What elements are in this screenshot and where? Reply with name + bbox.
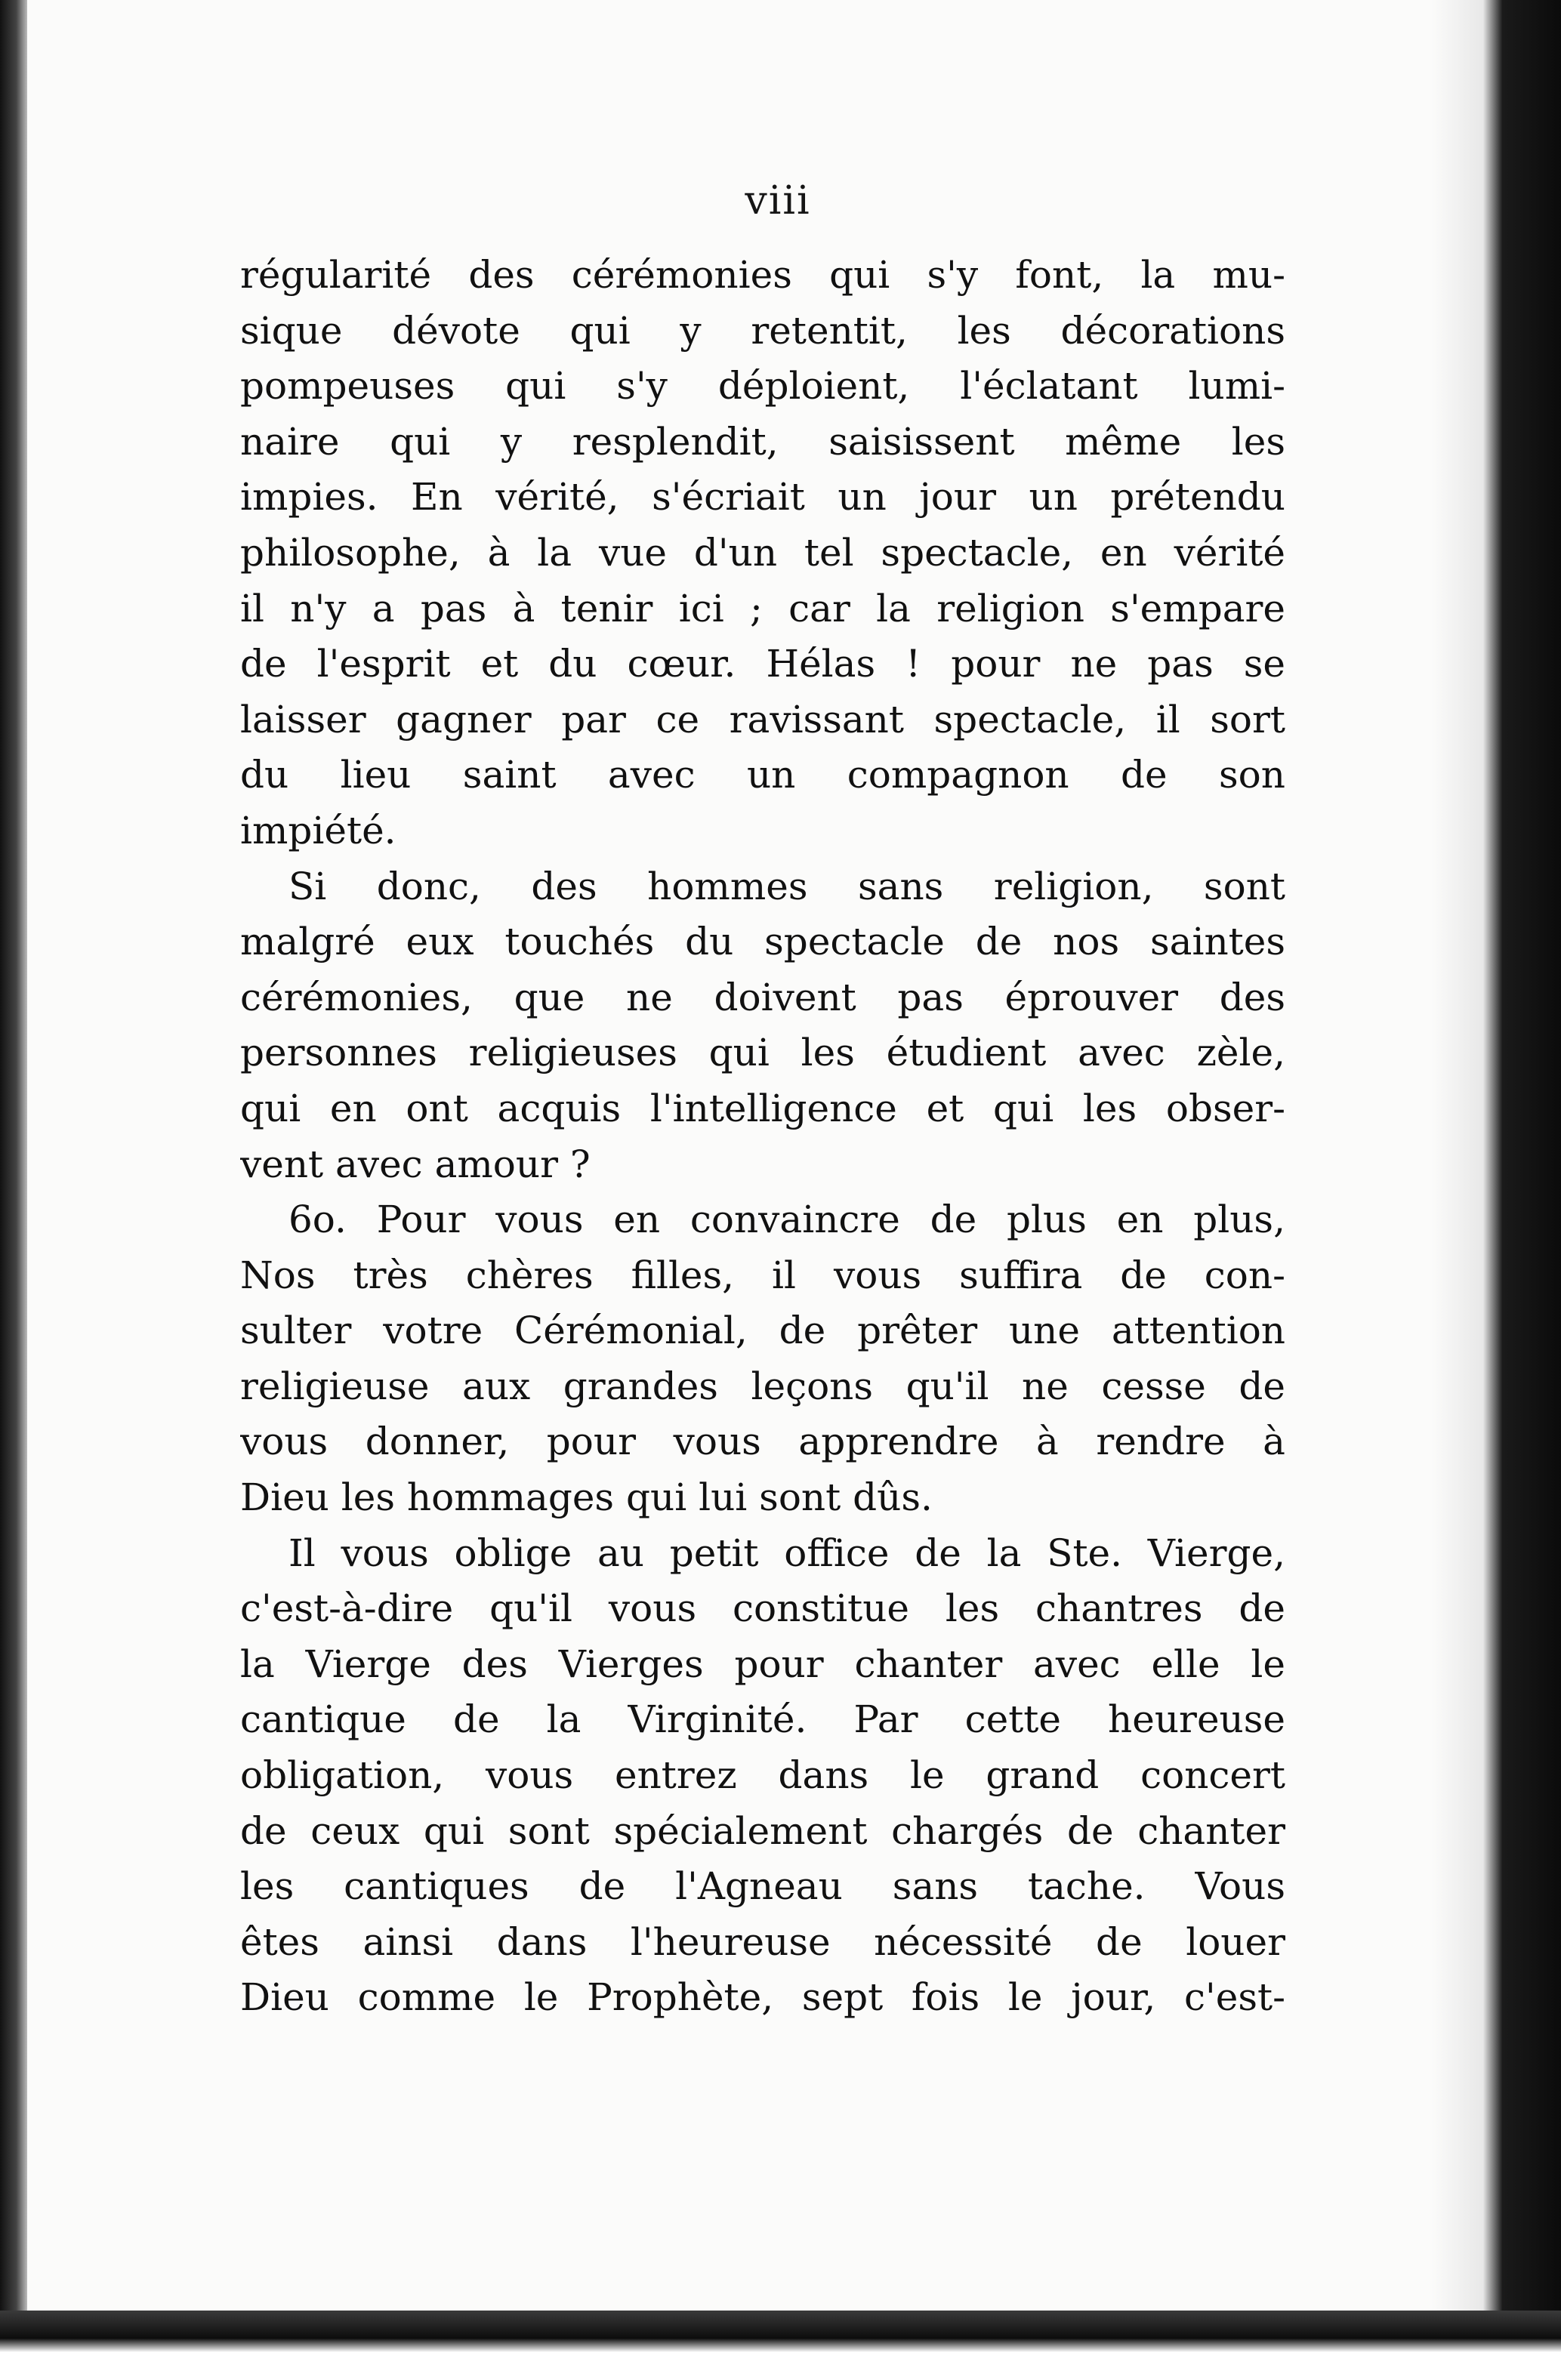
text-line: obligation, vous entrez dans le grand concert (240, 1753, 1285, 1798)
book-spine-edge (1431, 0, 1561, 2380)
paragraph-end-line: vent avec amour ? (240, 1142, 591, 1186)
paragraph-start-line: Si donc, des hommes sans religion, sont (288, 864, 1285, 908)
text-line: pompeuses qui s'y déploient, l'éclatant lumi- (240, 364, 1285, 408)
scan-left-border (0, 0, 27, 2380)
text-line: laisser gagner par ce ravissant spectacle, il sort (240, 697, 1285, 741)
text-line: Dieu comme le Prophète, sept fois le jour, c'est- (240, 1975, 1285, 2020)
text-line: personnes religieuses qui les étudient avec zèle, (240, 1031, 1285, 1075)
text-line: les cantiques de l'Agneau sans tache. Vous (240, 1864, 1285, 1909)
text-line: Nos très chères filles, il vous suffira de con- (240, 1253, 1285, 1297)
text-line: vous donner, pour vous apprendre à rendre à (240, 1420, 1285, 1464)
text-line: la Vierge des Vierges pour chanter avec elle le (240, 1642, 1285, 1686)
text-line: de ceux qui sont spécialement chargés de chanter (240, 1808, 1285, 1853)
text-line: du lieu saint avec un compagnon de son (240, 753, 1285, 797)
text-line: sulter votre Cérémonial, de prêter une attention (240, 1309, 1285, 1353)
paragraph-start-line: 6o. Pour vous en convaincre de plus en plus, (288, 1198, 1285, 1242)
text-line: de l'esprit et du cœur. Hélas ! pour ne pas se (240, 642, 1285, 686)
text-line: êtes ainsi dans l'heureuse nécessité de louer (240, 1919, 1285, 1964)
body-text (240, 248, 1285, 2026)
text-line: philosophe, à la vue d'un tel spectacle, en vérité (240, 530, 1285, 575)
paragraph-start-line: Il vous oblige au petit office de la Ste. Vierge, (288, 1531, 1285, 1575)
paragraph-end-line: Dieu les hommages qui lui sont dûs. (240, 1475, 933, 1520)
text-line: impies. En vérité, s'écriait un jour un prétendu (240, 475, 1285, 519)
text-line: régularité des cérémonies qui s'y font, la mu- (240, 253, 1285, 297)
text-line: cérémonies, que ne doivent pas éprouver des (240, 975, 1285, 1019)
text-line: c'est-à-dire qu'il vous constitue les chantres de (240, 1586, 1285, 1631)
text-line: sique dévote qui y retentit, les décorations (240, 308, 1285, 353)
text-line: malgré eux touchés du spectacle de nos saintes (240, 920, 1285, 964)
text-line: cantique de la Virginité. Par cette heureuse (240, 1697, 1285, 1742)
text-line: il n'y a pas à tenir ici ; car la religion s'empare (240, 586, 1285, 630)
text-line: qui en ont acquis l'intelligence et qui les obser- (240, 1086, 1285, 1130)
text-line: religieuse aux grandes leçons qu'il ne cesse de (240, 1364, 1285, 1408)
paragraph-end-line: impiété. (240, 808, 396, 852)
text-line: naire qui y resplendit, saisissent même les (240, 419, 1285, 464)
scan-bottom-border (0, 2311, 1561, 2380)
page-number: viii (745, 178, 811, 224)
